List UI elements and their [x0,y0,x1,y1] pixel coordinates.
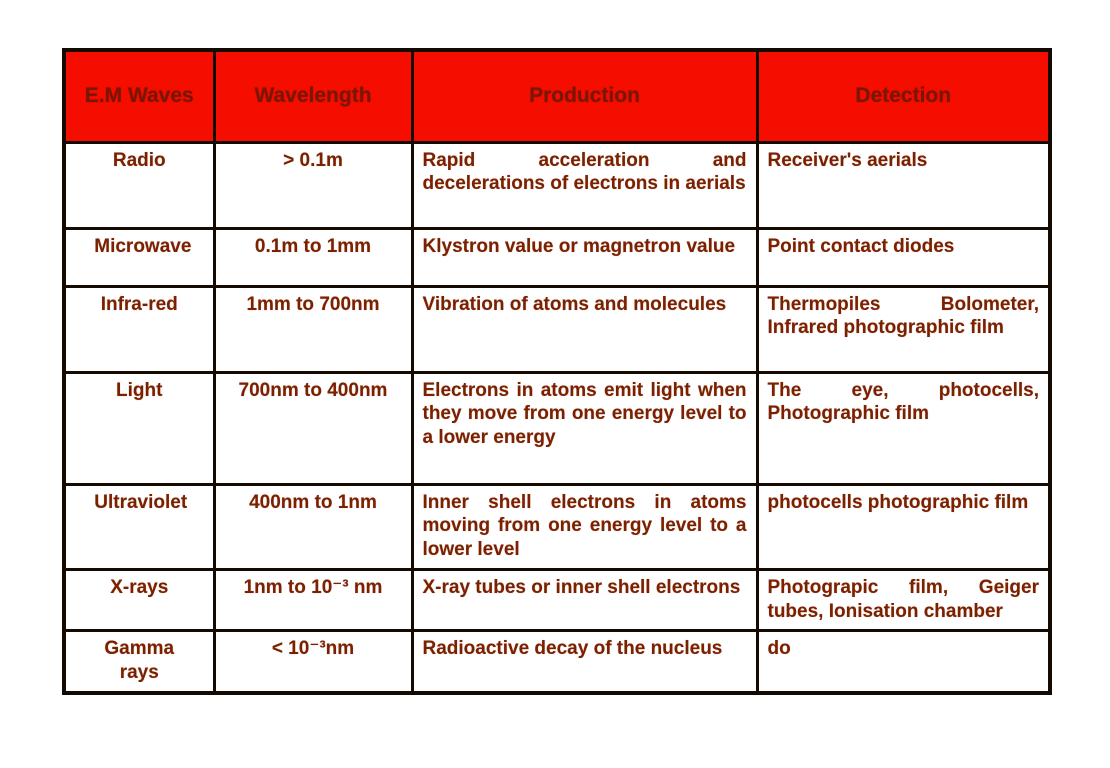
cell-detection: do [757,631,1050,693]
wave-label: Light [116,379,163,401]
wave-label: X-rays [110,576,169,598]
table-row-ultraviolet [64,484,1050,569]
table-row-light [64,372,1050,484]
cell-wavelength: 400nm to 1nm [214,484,412,569]
cell-detection: Point contact diodes [757,228,1050,286]
cell-production: Klystron value or magnetron value [412,228,757,286]
table-row-radio [64,142,1050,228]
cell-production: X-ray tubes or inner shell electrons [412,569,757,631]
cell-wavelength: > 0.1m [214,142,412,228]
cell-wave [64,142,214,228]
table-row-microwave [64,228,1050,286]
cell-detection: Thermopiles Bolometer, Infrared photographic film [757,286,1050,372]
col-header-em-waves: E.M Waves [64,50,214,142]
header-row [64,50,1050,142]
cell-wave [64,228,214,286]
cell-wavelength: 700nm to 400nm [214,372,412,484]
em-waves-table [62,48,1052,695]
table-row-infra-red [64,286,1050,372]
cell-wavelength: 0.1m to 1mm [214,228,412,286]
col-header-detection: Detection [757,50,1050,142]
cell-wave [64,631,214,693]
cell-wave [64,372,214,484]
cell-wavelength: 1nm to 10⁻³ nm [214,569,412,631]
cell-wavelength: 1mm to 700nm [214,286,412,372]
table-row-x-rays [64,569,1050,631]
cell-detection: photocells photographic film [757,484,1050,569]
cell-wave [64,569,214,631]
cell-detection: The eye, photocells, Photographic film [757,372,1050,484]
wave-label: Ultraviolet [94,491,188,513]
cell-production: Radioactive decay of the nucleus [412,631,757,693]
cell-detection: Photograpic film, Geiger tubes, Ionisation chamber [757,569,1050,631]
cell-detection: Receiver's aerials [757,142,1050,228]
wave-label: Microwave [94,235,192,257]
cell-production: Vibration of atoms and molecules [412,286,757,372]
table-row-gamma-rays [64,631,1050,693]
wave-label: Infra-red [100,293,178,315]
cell-wave [64,484,214,569]
wave-label: Radio [112,149,166,171]
cell-wavelength: < 10⁻³nm [214,631,412,693]
cell-production: Rapid acceleration and decelerations of electrons in aerials [412,142,757,228]
col-header-production: Production [412,50,757,142]
cell-wave [64,286,214,372]
col-header-wavelength: Wavelength [214,50,412,142]
cell-production: Inner shell electrons in atoms moving from one energy level to a lower level [412,484,757,569]
wave-label: Gamma rays [104,638,175,683]
cell-production: Electrons in atoms emit light when they move from one energy level to a lower energy [412,372,757,484]
